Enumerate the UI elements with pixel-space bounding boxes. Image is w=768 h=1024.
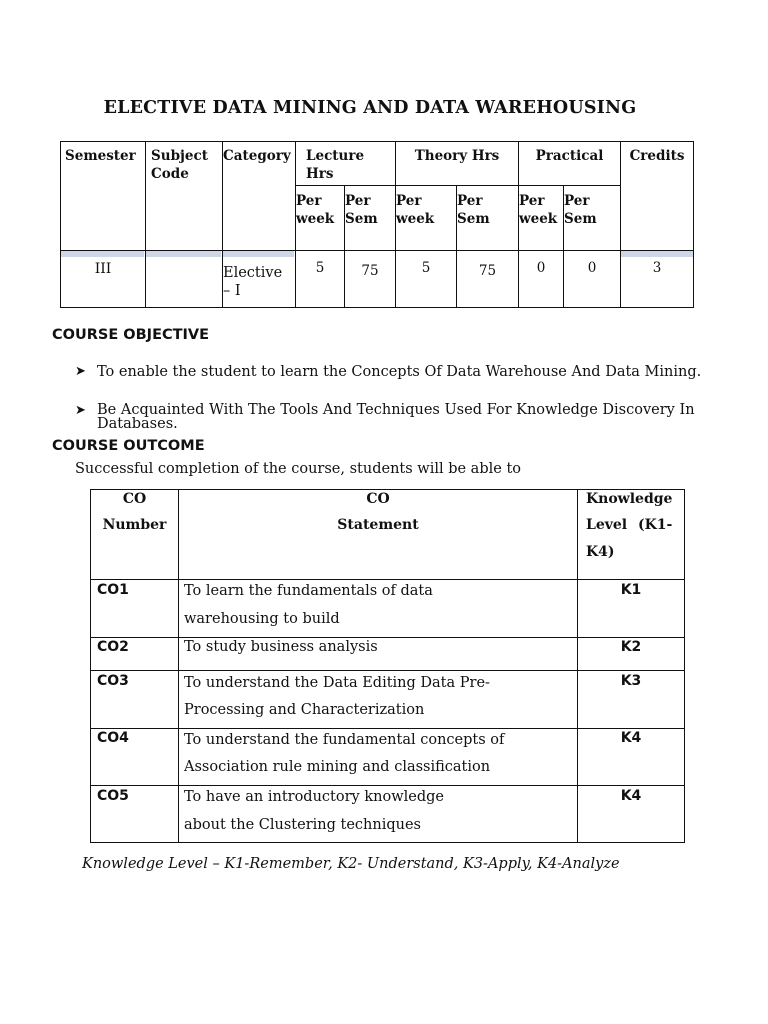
co-number: CO4 — [97, 730, 129, 746]
arrow-bullet-icon: ➤ — [75, 403, 86, 418]
subheader-theory-per-sem: Per Sem — [457, 193, 490, 227]
row-band — [61, 251, 144, 257]
co-number: CO3 — [97, 673, 129, 689]
cell-category: Elective – I — [223, 265, 283, 299]
header-knowledge-line3: K4) — [586, 544, 615, 560]
co-statement-line2: about the Clustering techniques — [184, 817, 421, 833]
co-number: CO2 — [97, 639, 129, 655]
cell-theory-per-week: 5 — [421, 260, 431, 276]
header-co-number-line2: Number — [102, 517, 167, 533]
co-statement-line1: To understand the fundamental concepts of — [184, 732, 505, 748]
table-line — [178, 489, 179, 843]
co-statement-line2: Processing and Characterization — [184, 702, 425, 718]
subheader-theory-per-week: Per week — [396, 193, 435, 227]
subheader-lecture-per-week: Per week — [296, 193, 335, 227]
header-knowledge-line1: Knowledge — [586, 491, 673, 507]
cell-lecture-per-sem: 75 — [361, 263, 379, 279]
knowledge-level-footnote: Knowledge Level – K1-Remember, K2- Understand, K3-Apply, K4-Analyze — [82, 856, 620, 872]
header-knowledge-line2: Level (K1- — [586, 517, 673, 533]
cell-theory-per-sem: 75 — [478, 263, 497, 279]
table-line — [693, 141, 694, 308]
co-statement-line1: To study business analysis — [184, 639, 378, 655]
subheader-practical-per-week: Per week — [519, 193, 558, 227]
header-credits: Credits — [629, 148, 685, 164]
cell-semester: III — [94, 261, 112, 277]
table-line — [145, 141, 146, 308]
cell-practical-per-sem: 0 — [587, 260, 597, 276]
co-knowledge-level: K4 — [620, 730, 642, 746]
header-co-number-line1: CO — [122, 491, 147, 507]
co-statement-line1: To learn the fundamentals of data — [184, 583, 433, 599]
course-outcome-intro: Successful completion of the course, students will be able to — [75, 461, 521, 477]
co-knowledge-level: K2 — [620, 639, 642, 655]
table-line — [684, 489, 685, 843]
co-knowledge-level: K3 — [620, 673, 642, 689]
header-semester: Semester — [65, 148, 136, 164]
table-line — [620, 141, 621, 308]
header-co-statement-line1: CO — [366, 491, 390, 507]
table-line — [60, 307, 694, 308]
header-practical: Practical — [535, 148, 604, 164]
table-line — [90, 842, 685, 843]
co-statement-line1: To have an introductory knowledge — [184, 789, 444, 805]
page-title: ELECTIVE DATA MINING AND DATA WAREHOUSING — [103, 98, 637, 118]
cell-lecture-per-week: 5 — [315, 260, 325, 276]
table-line — [90, 489, 91, 843]
header-lecture-hrs: Lecture Hrs — [306, 148, 365, 182]
row-band — [223, 251, 294, 257]
co-statement-line1: To understand the Data Editing Data Pre- — [184, 675, 490, 691]
objective-item: Be Acquainted With The Tools And Techniques Used For Knowledge Discovery In Databases. — [97, 402, 695, 432]
row-band — [146, 251, 221, 257]
course-outcome-heading: COURSE OUTCOME — [52, 438, 205, 454]
table-line — [60, 141, 61, 308]
cell-practical-per-week: 0 — [536, 260, 546, 276]
subheader-lecture-per-sem: Per Sem — [345, 193, 378, 227]
header-theory-hrs: Theory Hrs — [414, 148, 500, 164]
co-statement-line2: Association rule mining and classification — [184, 759, 491, 775]
objective-item: To enable the student to learn the Concepts Of Data Warehouse And Data Mining. — [97, 364, 702, 380]
cell-credits: 3 — [652, 260, 662, 276]
header-subject-code: Subject Code — [151, 148, 208, 182]
co-knowledge-level: K4 — [620, 788, 642, 804]
table-line — [60, 141, 694, 142]
course-objective-heading: COURSE OBJECTIVE — [52, 327, 210, 343]
co-statement-line2: warehousing to build — [184, 611, 340, 627]
co-knowledge-level: K1 — [620, 582, 642, 598]
header-co-statement-line2: Statement — [337, 517, 419, 533]
header-category: Category — [223, 148, 291, 164]
subheader-practical-per-sem: Per Sem — [564, 193, 597, 227]
row-band — [621, 251, 693, 257]
co-number: CO1 — [97, 582, 129, 598]
co-number: CO5 — [97, 788, 129, 804]
arrow-bullet-icon: ➤ — [75, 364, 86, 379]
